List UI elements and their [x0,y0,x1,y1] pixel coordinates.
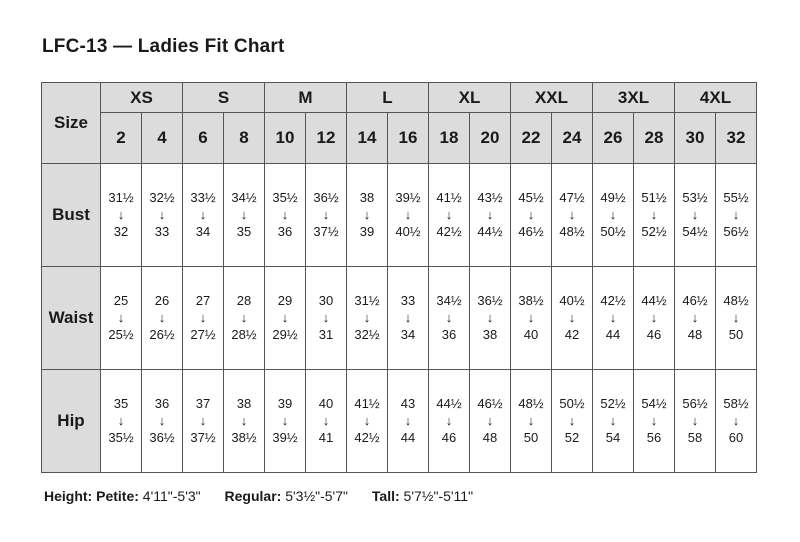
range-from: 50½ [559,395,585,411]
range-to: 28½ [231,327,257,343]
down-arrow-icon: ↓ [281,206,289,222]
range-to: 36½ [149,430,175,446]
range-from: 39 [277,395,293,411]
range-from: 34½ [436,292,462,308]
range-from: 41½ [354,395,380,411]
measurement-cell [470,370,511,473]
range-to: 56 [646,430,662,446]
down-arrow-icon: ↓ [404,206,412,222]
size-group-row [42,83,757,113]
range-to: 39½ [272,430,298,446]
down-arrow-icon: ↓ [117,309,125,325]
range-to: 25½ [108,327,134,343]
measurement-cell [265,164,306,267]
down-arrow-icon: ↓ [609,309,617,325]
measurement-cell [224,164,265,267]
down-arrow-icon: ↓ [650,206,658,222]
range-from: 52½ [600,395,626,411]
down-arrow-icon: ↓ [158,206,166,222]
measurement-cell [306,370,347,473]
down-arrow-icon: ↓ [322,412,330,428]
size-group-xl: XL [429,83,511,113]
range-from: 36½ [477,292,503,308]
range-to: 38½ [231,430,257,446]
measurement-cell [716,370,757,473]
down-arrow-icon: ↓ [199,206,207,222]
down-arrow-icon: ↓ [158,309,166,325]
range-from: 38 [359,189,375,205]
range-to: 34 [400,327,416,343]
measurement-cell [634,267,675,370]
measurement-cell [429,164,470,267]
size-number: 24 [552,113,593,164]
size-group-xxl: XXL [511,83,593,113]
range-to: 37½ [313,224,339,240]
range-to: 48 [687,327,703,343]
down-arrow-icon: ↓ [527,412,535,428]
size-group-xs: XS [101,83,183,113]
range-to: 36 [441,327,457,343]
measurement-cell [183,370,224,473]
down-arrow-icon: ↓ [609,206,617,222]
range-from: 38½ [518,292,544,308]
down-arrow-icon: ↓ [691,309,699,325]
size-number: 12 [306,113,347,164]
range-to: 41 [318,430,334,446]
range-from: 31½ [354,292,380,308]
measurement-cell [347,370,388,473]
measurement-cell [634,370,675,473]
range-from: 31½ [108,189,134,205]
range-to: 50 [523,430,539,446]
range-to: 50 [728,327,744,343]
down-arrow-icon: ↓ [199,309,207,325]
tall-value: 5'7½"-5'11" [403,488,474,504]
measurement-cell [306,267,347,370]
range-from: 28 [236,292,252,308]
down-arrow-icon: ↓ [527,309,535,325]
range-from: 47½ [559,189,585,205]
range-from: 33½ [190,189,216,205]
range-from: 49½ [600,189,626,205]
measurement-cell [552,370,593,473]
height-footer [44,488,473,504]
range-from: 40½ [559,292,585,308]
range-to: 58 [687,430,703,446]
range-to: 34 [195,224,211,240]
range-to: 32 [113,224,129,240]
row-label-bust: Bust [42,164,101,267]
size-header: Size [42,83,101,164]
range-from: 32½ [149,189,175,205]
down-arrow-icon: ↓ [322,309,330,325]
size-number: 8 [224,113,265,164]
down-arrow-icon: ↓ [732,412,740,428]
range-to: 50½ [600,224,626,240]
range-from: 34½ [231,189,257,205]
range-to: 35½ [108,430,134,446]
down-arrow-icon: ↓ [650,412,658,428]
range-to: 35 [236,224,252,240]
measurement-cell [634,164,675,267]
range-to: 44 [400,430,416,446]
range-from: 35 [113,395,129,411]
range-from: 25 [113,292,129,308]
range-from: 48½ [723,292,749,308]
range-to: 46 [441,430,457,446]
range-to: 27½ [190,327,216,343]
measurement-cell [593,267,634,370]
down-arrow-icon: ↓ [568,412,576,428]
range-to: 48 [482,430,498,446]
range-from: 56½ [682,395,708,411]
size-group-l: L [347,83,429,113]
range-to: 60 [728,430,744,446]
size-number: 6 [183,113,224,164]
measurement-cell [101,267,142,370]
range-to: 40 [523,327,539,343]
range-from: 29 [277,292,293,308]
page-title: LFC-13 — Ladies Fit Chart [42,36,285,57]
measurement-cell [101,164,142,267]
range-from: 26 [154,292,170,308]
row-label-waist: Waist [42,267,101,370]
measurement-cell [552,267,593,370]
range-to: 32½ [354,327,380,343]
range-from: 58½ [723,395,749,411]
size-group-s: S [183,83,265,113]
down-arrow-icon: ↓ [363,412,371,428]
range-from: 35½ [272,189,298,205]
range-to: 33 [154,224,170,240]
range-from: 30 [318,292,334,308]
measurement-cell [593,164,634,267]
size-number: 20 [470,113,511,164]
measurement-cell [675,164,716,267]
range-to: 39 [359,224,375,240]
size-number: 28 [634,113,675,164]
size-number: 30 [675,113,716,164]
range-from: 46½ [477,395,503,411]
size-number: 4 [142,113,183,164]
range-to: 38 [482,327,498,343]
range-to: 56½ [723,224,749,240]
measurement-cell [388,267,429,370]
size-number: 16 [388,113,429,164]
measurement-cell [716,267,757,370]
range-from: 36 [154,395,170,411]
down-arrow-icon: ↓ [281,309,289,325]
range-from: 41½ [436,189,462,205]
measurement-cell [429,370,470,473]
range-from: 39½ [395,189,421,205]
down-arrow-icon: ↓ [199,412,207,428]
down-arrow-icon: ↓ [445,412,453,428]
down-arrow-icon: ↓ [240,412,248,428]
range-from: 55½ [723,189,749,205]
regular-value: 5'3½"-5'7" [285,488,348,504]
measurement-cell [306,164,347,267]
size-number: 14 [347,113,388,164]
down-arrow-icon: ↓ [240,206,248,222]
measurement-cell [716,164,757,267]
measurement-cell [511,370,552,473]
range-to: 52 [564,430,580,446]
down-arrow-icon: ↓ [404,309,412,325]
petite-label: Petite: [96,488,139,504]
range-from: 44½ [641,292,667,308]
down-arrow-icon: ↓ [281,412,289,428]
down-arrow-icon: ↓ [404,412,412,428]
down-arrow-icon: ↓ [363,206,371,222]
measurement-cell [183,267,224,370]
range-to: 48½ [559,224,585,240]
size-number: 26 [593,113,634,164]
range-from: 33 [400,292,416,308]
down-arrow-icon: ↓ [486,206,494,222]
tall-label: Tall: [371,488,400,504]
range-to: 44½ [477,224,503,240]
range-from: 43 [400,395,416,411]
measurement-cell [101,370,142,473]
measurement-cell [224,370,265,473]
range-to: 42½ [436,224,462,240]
down-arrow-icon: ↓ [568,309,576,325]
range-from: 38 [236,395,252,411]
range-to: 42½ [354,430,380,446]
regular-label: Regular: [224,488,282,504]
down-arrow-icon: ↓ [732,206,740,222]
down-arrow-icon: ↓ [117,412,125,428]
measurement-row-waist [42,267,757,370]
down-arrow-icon: ↓ [691,412,699,428]
range-from: 27 [195,292,211,308]
measurement-cell [347,164,388,267]
size-group-m: M [265,83,347,113]
measurement-cell [388,370,429,473]
range-to: 26½ [149,327,175,343]
range-to: 54½ [682,224,708,240]
size-group-3xl: 3XL [593,83,675,113]
measurement-row-bust [42,164,757,267]
measurement-row-hip [42,370,757,473]
range-to: 46 [646,327,662,343]
range-to: 29½ [272,327,298,343]
down-arrow-icon: ↓ [527,206,535,222]
range-to: 37½ [190,430,216,446]
size-number: 22 [511,113,552,164]
down-arrow-icon: ↓ [445,206,453,222]
range-from: 54½ [641,395,667,411]
measurement-cell [675,370,716,473]
range-from: 43½ [477,189,503,205]
range-from: 48½ [518,395,544,411]
measurement-cell [470,164,511,267]
measurement-cell [511,164,552,267]
measurement-cell [224,267,265,370]
range-to: 42 [564,327,580,343]
measurement-cell [470,267,511,370]
down-arrow-icon: ↓ [158,412,166,428]
range-to: 44 [605,327,621,343]
down-arrow-icon: ↓ [240,309,248,325]
measurement-cell [142,267,183,370]
down-arrow-icon: ↓ [691,206,699,222]
range-from: 46½ [682,292,708,308]
down-arrow-icon: ↓ [486,412,494,428]
measurement-cell [675,267,716,370]
range-from: 36½ [313,189,339,205]
down-arrow-icon: ↓ [650,309,658,325]
size-number: 18 [429,113,470,164]
size-number: 10 [265,113,306,164]
size-number-row [42,113,757,164]
measurement-cell [265,267,306,370]
range-to: 52½ [641,224,667,240]
down-arrow-icon: ↓ [486,309,494,325]
measurement-cell [142,164,183,267]
down-arrow-icon: ↓ [732,309,740,325]
range-from: 40 [318,395,334,411]
range-to: 40½ [395,224,421,240]
range-to: 54 [605,430,621,446]
petite-value: 4'11"-5'3" [142,488,201,504]
measurement-cell [429,267,470,370]
down-arrow-icon: ↓ [363,309,371,325]
measurement-cell [347,267,388,370]
size-number: 32 [716,113,757,164]
height-label: Height: [44,488,93,504]
down-arrow-icon: ↓ [322,206,330,222]
range-from: 37 [195,395,211,411]
size-group-4xl: 4XL [675,83,757,113]
range-from: 51½ [641,189,667,205]
fit-chart-table [41,82,757,473]
range-from: 44½ [436,395,462,411]
size-number: 2 [101,113,142,164]
down-arrow-icon: ↓ [609,412,617,428]
range-from: 42½ [600,292,626,308]
measurement-cell [593,370,634,473]
measurement-cell [183,164,224,267]
measurement-cell [552,164,593,267]
measurement-cell [511,267,552,370]
range-to: 31 [318,327,334,343]
down-arrow-icon: ↓ [117,206,125,222]
range-to: 36 [277,224,293,240]
row-label-hip: Hip [42,370,101,473]
down-arrow-icon: ↓ [445,309,453,325]
range-from: 45½ [518,189,544,205]
range-from: 53½ [682,189,708,205]
range-to: 46½ [518,224,544,240]
measurement-cell [388,164,429,267]
measurement-cell [265,370,306,473]
down-arrow-icon: ↓ [568,206,576,222]
measurement-cell [142,370,183,473]
